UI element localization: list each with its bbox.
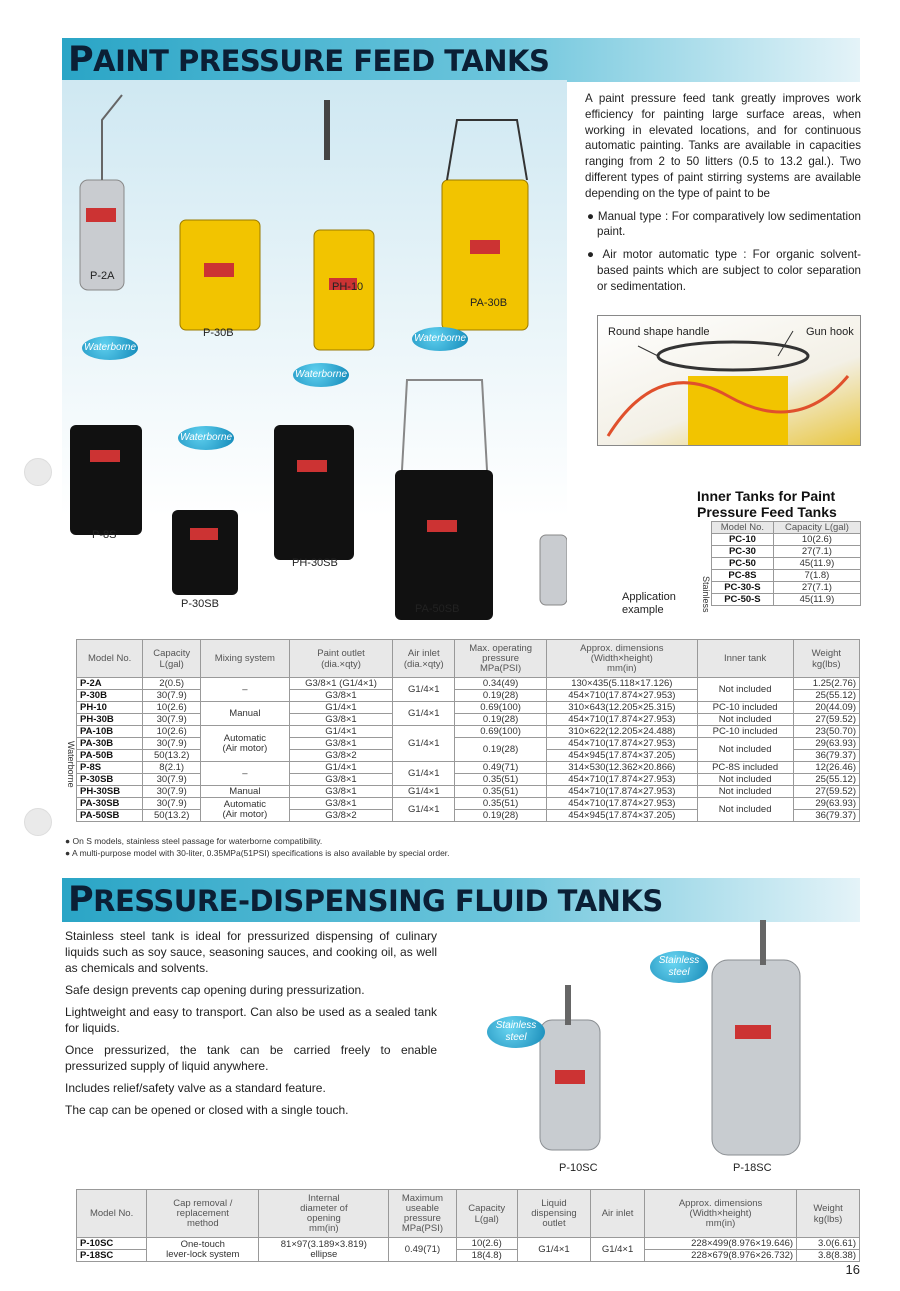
table-row: P-18SC 18(4.8) 228×679(8.976×26.732) 3.8(8.38) [77, 1250, 860, 1262]
main-spec-table: Model No. Capacity L(gal) Mixing system Paint outlet (dia.×qty) Air inlet (dia.×qty) Max. operating pressure MPa(PSI) Approx. dimensions (Width×height) mm(in) Inner tank Weight kg(lbs) P-2A 2(0.5) – G3/8×1 (G1/4×1) G1/4×1 0.34(49) 130×435(5.118×17.126) Not included 1.25(2.76) P-30B 30(7.9) G3/8×1 0.19(28) 454×710(17.874×27.953) 25(55.12) PH-10 10(2.6) Manual G1/4×1 G1/4×1 0.69(100) 310×643(12.205×25.315) PC-10 included 20(44.09) PH-30B 30(7.9) G3/8×1 0.19(28) 454×710(17.874×27.953) Not included 27(59.52) PA-10B 10(2.6) Automatic (Air motor) G1/4×1 G1/4×1 0.69(100) 310×622(12.205×24.488) PC-10 included 23(50.70) PA-30B 30(7.9) G3/8×1 0.19(28) 454×710(17.874×27.953) Not included 29(63.93) PA-50B 50(13.2) G3/8×2 454×945(17.874×37.205) 36(79.37) P-8S 8(2.1) – G1/4×1 G1/4×1 0.49(71) 314×530(12.362×20.866) PC-8S included 12(26.46) P-30SB 30(7.9) G3/8×1 0.35(51) 454×710(17.874×27.953) Not included 25(55.12) PH-30SB 30(7.9) Manual G3/8×1 G1/4×1 0.35(51) 454×710(17.874×27.953) Not included 27(59.52) PA-30SB 30(7.9) Automatic (Air motor) G3/8×1 G1/4×1 0.35(51) 454×710(17.874×27.953) Not included 29(63.93) PA-50SB 50(13.2) G3/8×2 0.19(28) 454×945(17.874×37.205) 36(79.37) [76, 639, 860, 822]
label-p30sb: P-30SB [181, 598, 219, 610]
label-pa50sb: PA-50SB [415, 603, 460, 615]
inset-label-gun: Gun hook [806, 326, 854, 338]
section-banner-paint [62, 38, 860, 82]
table-row: PC-50 45(11.9) [712, 558, 861, 570]
stainless-badge: Stainless steel [650, 951, 708, 983]
table-row: PC-50-S 45(11.9) [712, 594, 861, 606]
inset-photo [597, 315, 861, 446]
waterborne-badge: Waterborne [82, 336, 138, 360]
table-row: PA-30SB 30(7.9) Automatic (Air motor) G3/8×1 G1/4×1 0.35(51) 454×710(17.874×27.953) Not included 29(63.93) [77, 798, 860, 810]
table-row: PA-50SB 50(13.2) G3/8×2 0.19(28) 454×945(17.874×37.205) 36(79.37) [77, 810, 860, 822]
inner-tanks-title: Inner Tanks for Paint Pressure Feed Tanks [697, 488, 837, 520]
label-ph10: PH-10 [332, 281, 364, 293]
label-p18sc: P-18SC [733, 1162, 772, 1174]
table-row: PA-30B 30(7.9) G3/8×1 0.19(28) 454×710(17.874×27.953) Not included 29(63.93) [77, 738, 860, 750]
punch-hole [24, 458, 52, 486]
table-row: P-30B 30(7.9) G3/8×1 0.19(28) 454×710(17.874×27.953) 25(55.12) [77, 690, 860, 702]
table-row: PC-8S 7(1.8) [712, 570, 861, 582]
label-p30b: P-30B [203, 327, 234, 339]
label-p10sc: P-10SC [559, 1162, 598, 1174]
label-p2a: P-2A [90, 270, 115, 282]
table-note: ● On S models, stainless steel passage for waterborne compatibility. [65, 836, 323, 846]
table-row: PA-50B 50(13.2) G3/8×2 454×945(17.874×37.205) 36(79.37) [77, 750, 860, 762]
stainless-badge: Stainless steel [487, 1016, 545, 1048]
waterborne-badge: Waterborne [293, 363, 349, 387]
label-application: Application example [622, 591, 676, 616]
table-row: P-8S 8(2.1) – G1/4×1 G1/4×1 0.49(71) 314×530(12.362×20.866) PC-8S included 12(26.46) [77, 762, 860, 774]
section-title: PAINT PRESSURE FEED TANKS [68, 40, 550, 80]
table-row: PC-30-S 27(7.1) [712, 582, 861, 594]
p10sc-tank-image [525, 975, 615, 1155]
description-bullet: ● Air motor automatic type : For organic solvent-based paints which are subject to color separation or sedimentation. [587, 248, 861, 293]
description [585, 91, 861, 302]
waterborne-badge: Waterborne [178, 426, 234, 450]
table-row: PH-30B 30(7.9) G3/8×1 0.19(28) 454×710(17.874×27.953) Not included 27(59.52) [77, 714, 860, 726]
inner-side-label: Stainless [701, 575, 711, 613]
punch-hole [24, 808, 52, 836]
table-row: P-2A 2(0.5) – G3/8×1 (G1/4×1) G1/4×1 0.34(49) 130×435(5.118×17.126) Not included 1.25(2.76) [77, 678, 860, 690]
dispensing-spec-table: Model No. Cap removal / replacement method Internal diameter of opening mm(in) Maximum useable pressure MPa(PSI) Capacity L(gal) Liquid dispensing outlet Air inlet Approx. dimensions (Width×height) mm(in) Weight kg(lbs) P-10SC One-touch lever-lock system 81×97(3.189×3.819) ellipse 0.49(71) 10(2.6) G1/4×1 G1/4×1 228×499(8.976×19.646) 3.0(6.61) P-18SC 18(4.8) 228×679(8.976×26.732) 3.8(8.38) [76, 1189, 860, 1262]
label-ph30sb: PH-30SB [292, 557, 338, 569]
waterborne-badge: Waterborne [412, 327, 468, 351]
table-row: PA-10B 10(2.6) Automatic (Air motor) G1/4×1 G1/4×1 0.69(100) 310×622(12.205×24.488) PC-10 included 23(50.70) [77, 726, 860, 738]
waterborne-side-label: Waterborne [66, 740, 76, 788]
product-photo-area [62, 80, 567, 626]
table-row: P-30SB 30(7.9) G3/8×1 0.35(51) 454×710(17.874×27.953) Not included 25(55.12) [77, 774, 860, 786]
table-row: PH-30SB 30(7.9) Manual G3/8×1 G1/4×1 0.35(51) 454×710(17.874×27.953) Not included 27(59.52) [77, 786, 860, 798]
p18sc-tank-image [700, 915, 810, 1160]
description-bullet: ● Manual type : For comparatively low sedimentation paint. [587, 209, 861, 239]
description-intro: A paint pressure feed tank greatly improves work efficiency for painting large surface areas, when working in elevated locations, and for continuous automatic painting. Tanks are available in capacities ranging from 2 to 50 litters (0.5 to 13.2 gal.). Two different types of paint stirring systems are available depending on the type of paint to be [585, 92, 861, 200]
label-pa30b: PA-30B [470, 297, 508, 309]
table-row: PH-10 10(2.6) Manual G1/4×1 G1/4×1 0.69(100) 310×643(12.205×25.315) PC-10 included 20(44.09) [77, 702, 860, 714]
table-row: PC-30 27(7.1) [712, 546, 861, 558]
inner-tanks-table: Model No. Capacity L(gal) PC-10 10(2.6) PC-30 27(7.1) PC-50 45(11.9) PC-8S 7(1.8) PC-30-S 27(7.1) PC-50-S 45(11.9) [711, 521, 861, 606]
inset-label-handle: Round shape handle [608, 326, 710, 338]
section-title: PRESSURE-DISPENSING FLUID TANKS [68, 880, 663, 920]
page-number: 16 [845, 1262, 860, 1277]
table-row: P-10SC One-touch lever-lock system 81×97(3.189×3.819) ellipse 0.49(71) 10(2.6) G1/4×1 G1/4×1 228×499(8.976×19.646) 3.0(6.61) [77, 1238, 860, 1250]
dispensing-description: Stainless steel tank is ideal for pressurized dispensing of culinary liquids such as soy sauce, seasoning sauces, and cooking oil, as well as chemicals and solvents. Safe design prevents cap opening during pressurization. Lightweight and easy to transport. Can also be used as a sealed tank for liquids. Once pressurized, the tank can be carried freely to enable pressurized supply of liquid anywhere. Includes relief/safety valve as a standard feature. The cap can be opened or closed with a single touch. [65, 929, 437, 1117]
table-row: PC-10 10(2.6) [712, 534, 861, 546]
label-p8s: P-8S [92, 529, 117, 541]
table-note: ● A multi-purpose model with 30-liter, 0.35MPa(51PSI) specifications is also available by special order. [65, 848, 450, 858]
